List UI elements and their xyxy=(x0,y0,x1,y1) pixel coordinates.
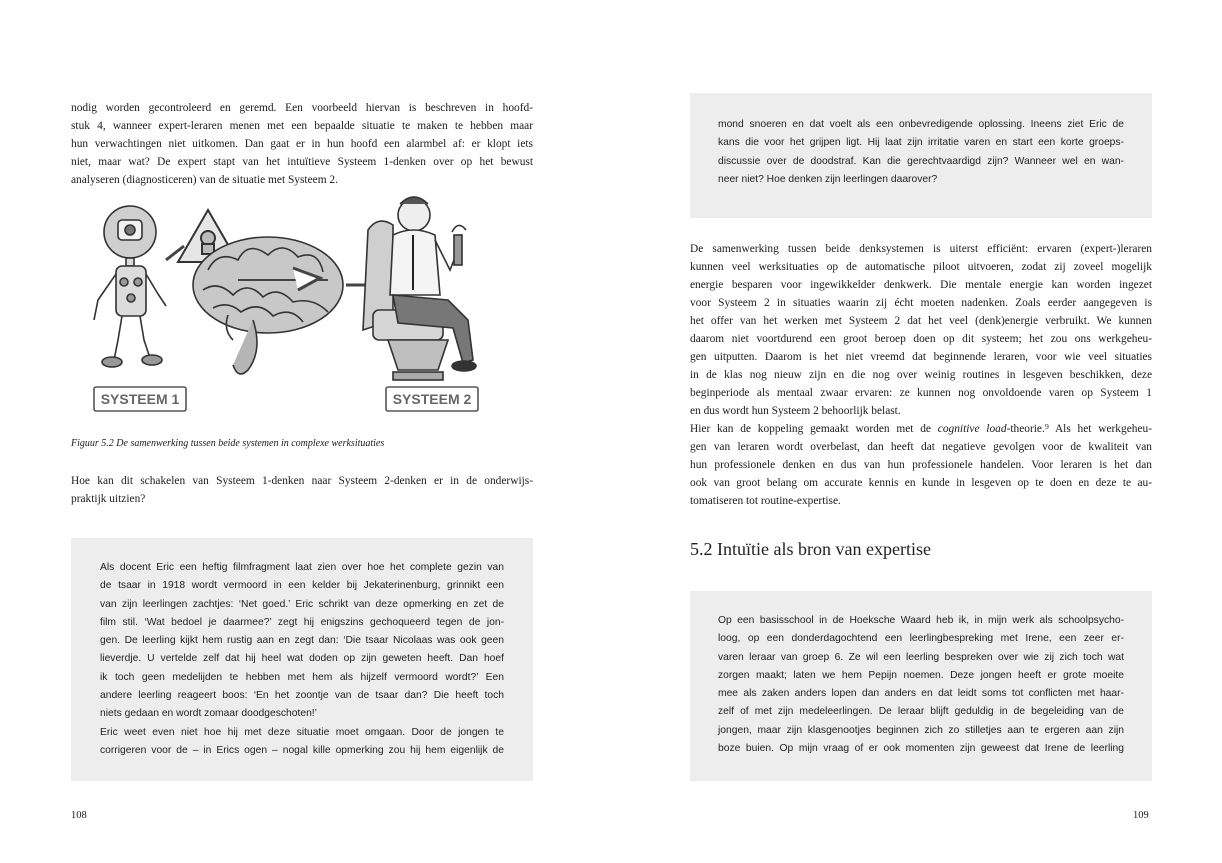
figure-caption: Figuur 5.2 De samenwerking tussen beide systemen in complexe werksituaties xyxy=(71,438,385,449)
text-line: tomatiseren tot routine-expertise. xyxy=(690,495,841,507)
text-line: nodig worden gecontroleerd en geremd. Een voorbeeld hiervan is beschreven in hoofd- xyxy=(71,102,533,114)
text-line: ook van groot belang om accurate kennis en kunde in lesgeven op te doen en deze te au- xyxy=(690,477,1152,489)
text-line: voor Systeem 2 in situaties waarin zij écht moeten nadenken. Zoals eerder aangegeven is xyxy=(690,297,1152,309)
case-box-eric-text xyxy=(100,559,504,760)
text-line: niet, maar wat? De expert stapt van het intuïtieve Systeem 1-denken over op het bewust xyxy=(71,156,533,168)
text-line: stuk 4, wanneer expert-leraren menen met een bepaalde situatie te maken te hebben maar xyxy=(71,120,533,132)
page-number: 109 xyxy=(1133,810,1149,821)
text-line: neer niet? Hoe denken zijn leerlingen daarover? xyxy=(718,173,938,185)
text-line: beginperiode als mentaal zwaar ervaren: ze kunnen nog onvoldoende varen op Systeem 1 xyxy=(690,387,1152,399)
text-line: lieverdje. U vertelde zelf dat hij heel wat doden op zijn geweten heeft. Dan hoef xyxy=(100,653,504,665)
section-heading: 5.2 Intuïtie als bron van expertise xyxy=(690,539,931,559)
right-page xyxy=(611,0,1222,863)
page-number: 108 xyxy=(71,810,87,821)
text-line: discussie over de doodstraf. Kan die gerechtvaardigd zijn? Wanneer wel en wan- xyxy=(718,155,1124,167)
robot-icon xyxy=(94,206,166,367)
text-run: -theorie.⁹ Als het werkgeheu- xyxy=(1006,423,1152,435)
system-illustration xyxy=(88,190,508,420)
text-line: zelf of met zijn medeleerlingen. De leraar blijft geduldig in de begeleiding van de xyxy=(718,706,1124,718)
case-box-irene-text xyxy=(718,612,1124,758)
text-line: energie besparen voor ingewikkelder denkwerk. Die mentale energie kan worden ingezet xyxy=(690,279,1152,291)
brain-icon xyxy=(193,237,343,374)
text-line-cognitive-load xyxy=(690,420,1152,438)
text-line: loog, op een donderdagochtend een leerlingbespreking met Irene, een zeer er- xyxy=(718,633,1124,645)
text-line: daarom niet voortdurend een groot beroep doen op dit systeem; het zou ons werkgeheu- xyxy=(690,333,1152,345)
text-line: ik toch geen medelijden te hebben met hem als hijzelf vermoord wordt?’ Een xyxy=(100,671,504,683)
text-line: De samenwerking tussen beide denksystemen is uiterst efficiënt: ervaren (expert-)leraren xyxy=(690,243,1152,255)
text-line: varen leraar van groep 6. Ze wil een leerling bespreken over wie zij zich toch wat xyxy=(718,651,1124,663)
text-line: zorgen maakt; laten we hem Pepijn noemen. Deze jongen heeft er grote moeite xyxy=(718,669,1124,681)
systeem-1-text: SYSTEEM 1 xyxy=(100,391,180,407)
intro-paragraph xyxy=(71,99,533,189)
text-line: gen uitputten. Daarom is het niet vreemd dat beginnende leraren, voor wie veel situaties xyxy=(690,351,1152,363)
text-line: andere leerling reageert boos: ‘En het zoontje van de tsaar dan? Die heeft toch xyxy=(100,690,504,702)
text-line: boze buien. Op mijn vraag of er ook momenten zijn geweest dat Irene de leerling xyxy=(718,743,1124,755)
case-box-eric-continued-text xyxy=(718,116,1124,189)
text-line: gen van leraren wordt overbelast, dan heeft dat negatieve gevolgen voor de kwaliteit van xyxy=(690,441,1152,453)
text-line: hun verwachtingen niet uitkomen. Dan gaat er in hun hoofd een alarmbel af: er klopt iets xyxy=(71,138,533,150)
text-line: jongen, maar zijn klasgenootjes beginnen zich zo stilletjes aan te ergeren aan zijn xyxy=(718,724,1124,736)
text-line: Als docent Eric een heftig filmfragment laat zien over hoe het complete gezin van xyxy=(100,562,504,573)
systeem-2-text: SYSTEEM 2 xyxy=(392,391,472,407)
text-line: corrigeren voor de – in Erics ogen – nogal kille opmerking zou hij hem eigenlijk de xyxy=(100,744,504,756)
text-line: Hoe kan dit schakelen van Systeem 1-denken naar Systeem 2-denken er in de onderwijs- xyxy=(71,475,533,487)
body-paragraph xyxy=(690,240,1152,510)
text-line: niets gedaan en wordt zomaar doodgeschoten!’ xyxy=(100,708,317,720)
text-line: kunnen veel werksituaties op de automatische piloot uitvoeren, zodat zij zoveel mogelijk xyxy=(690,261,1152,273)
text-line: en dus wordt hun Systeem 2 behoorlijk belast. xyxy=(690,405,901,417)
text-line: Op een basisschool in de Hoeksche Waard heb ik, in mijn werk als schoolpsycho- xyxy=(718,615,1124,626)
text-line: in de klas nog nieuw zijn en die nog over weinig routines in lesgeven beschikken, deze xyxy=(690,369,1152,381)
text-line: praktijk uitzien? xyxy=(71,493,146,505)
text-run: Hier kan de koppeling gemaakt worden met de xyxy=(690,423,938,435)
text-line: van zijn leerlingen zachtjes: ‘Net goed.’ Eric schrikt van deze opmerking en zet de xyxy=(100,598,504,610)
text-line: de tsaar in 1918 wordt vermoord in een kelder bij Jekaterinenburg, grinnikt een xyxy=(100,580,504,592)
text-line: het offer van het werken met Systeem 2 dat het veel (denk)energie verbruikt. We kunnen xyxy=(690,315,1152,327)
text-line: hun professionele denken en dus van hun professionele handelen. Voor leraren is het dan xyxy=(690,459,1152,471)
text-line: film stil. ‘Wat bedoel je daarmee?’ zegt hij enigszins gechoqueerd tegen de jon- xyxy=(100,616,504,628)
cognitive-load-term: cognitive load xyxy=(937,423,1007,435)
text-line: mee als zaken anders lopen dan anders en dat leidt soms tot conflicten met haar- xyxy=(718,688,1124,700)
text-line: gen. De leerling kijkt hem rustig aan en zegt dan: ‘Die tsaar Nicolaas was ook geen xyxy=(100,635,504,647)
text-line: mond snoeren en dat voelt als een onbevredigende oplossing. Ineens ziet Eric de xyxy=(718,119,1124,130)
question-paragraph xyxy=(71,472,533,508)
text-line: kans die voor het grijpen ligt. Hij laat zijn irritatie varen en start een korte groeps- xyxy=(718,137,1124,149)
text-line: analyseren (diagnosticeren) van de situatie met Systeem 2. xyxy=(71,174,338,186)
text-line: Eric weet even niet hoe hij met deze situatie moet omgaan. Door de jongen te xyxy=(100,726,504,738)
